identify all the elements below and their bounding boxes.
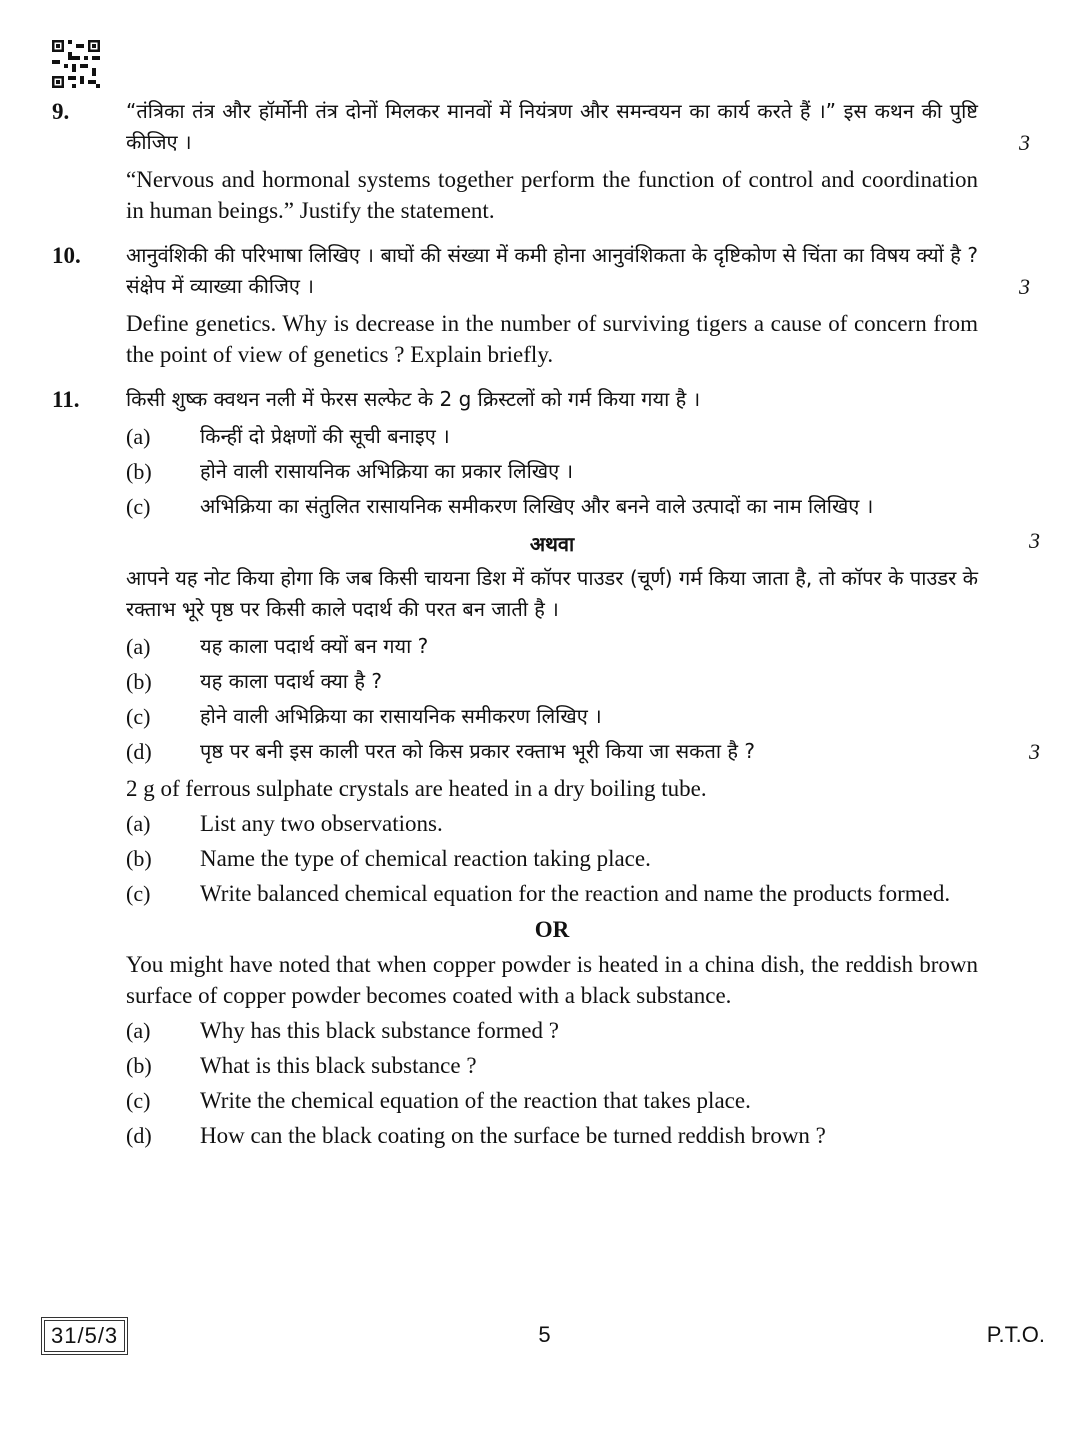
sub-question-label: (c) [126, 1088, 151, 1113]
sub-question-text: What is this black substance ? [200, 1053, 477, 1078]
sub-question [126, 666, 978, 697]
question-hindi-intro: किसी शुष्क क्वथन नली में फेरस सल्फेट के 2 g क्रिस्टलों को गर्म किया गया है । [126, 387, 701, 411]
question-hindi-alt-intro: आपने यह नोट किया होगा कि जब किसी चायना डिश में कॉपर पाउडर (चूर्ण) गर्म किया जाता है, तो कॉपर के पाउडर के रक्ताभ भूरे पृष्ठ पर किसी काले पदार्थ की परत बन जाती है । [126, 566, 978, 621]
sub-question [126, 1085, 978, 1116]
sub-question-text: यह काला पदार्थ क्यों बन गया ? [200, 634, 429, 658]
question-english-alt-intro: You might have noted that when copper powder is heated in a china dish, the reddish brown surface of copper powder becomes coated with a black substance. [126, 952, 978, 1008]
exam-page-content [52, 96, 1042, 1165]
sub-question-label: (b) [126, 846, 152, 871]
sub-question [126, 736, 1040, 767]
question-number: 10. [52, 243, 81, 268]
sub-question-label: (d) [126, 739, 152, 764]
sub-question-text: पृष्ठ पर बनी इस काली परत को किस प्रकार रक्ताभ भूरी किया जा सकता है ? [200, 739, 755, 763]
question-english-text: Define genetics. Why is decrease in the number of surviving tigers a cause of concern from the point of view of genetics ? Explain briefly. [126, 311, 978, 367]
sub-question [126, 421, 978, 452]
marks-label: 3 [1019, 274, 1030, 299]
sub-question-text: Why has this black substance formed ? [200, 1018, 559, 1043]
sub-question-label: (a) [126, 1018, 151, 1043]
sub-question-label: (a) [126, 424, 151, 449]
sub-question-label: (c) [126, 704, 151, 729]
sub-question [126, 701, 978, 732]
sub-question-label: (c) [126, 494, 151, 519]
question-english-intro: 2 g of ferrous sulphate crystals are heated in a dry boiling tube. [126, 776, 707, 801]
qr-code-icon [52, 40, 100, 88]
sub-question-text: List any two observations. [200, 811, 443, 836]
sub-question-label: (a) [126, 811, 151, 836]
question-hindi-text: “तंत्रिका तंत्र और हॉर्मोनी तंत्र दोनों मिलकर मानवों में नियंत्रण और समन्वयन का कार्य करते हैं ।” इस कथन की पुष्टि कीजिए । [126, 99, 978, 154]
question-9 [52, 96, 1042, 226]
question-english-text: “Nervous and hormonal systems together perform the function of control and coordination in human beings.” Justify the statement. [126, 167, 978, 223]
sub-question-text: Name the type of chemical reaction taking place. [200, 846, 651, 871]
sub-question-label: (d) [126, 1123, 152, 1148]
pto-label: P.T.O. [986, 1322, 1045, 1347]
sub-question [126, 631, 978, 662]
sub-question-text: होने वाली अभिक्रिया का रासायनिक समीकरण लिखिए । [200, 704, 602, 728]
sub-question-text: Write the chemical equation of the reaction that takes place. [200, 1088, 751, 1113]
sub-question-label: (b) [126, 459, 152, 484]
sub-question-text: How can the black coating on the surface be turned reddish brown ? [200, 1123, 826, 1148]
page-footer [44, 1320, 1045, 1360]
or-separator-hindi: अथवा [529, 532, 575, 556]
sub-question-text: अभिक्रिया का संतुलित रासायनिक समीकरण लिखिए और बनने वाले उत्पादों का नाम लिखिए । [200, 494, 874, 518]
sub-question [126, 456, 978, 487]
marks-label: 3 [1029, 739, 1040, 764]
sub-question [126, 808, 978, 839]
or-separator-english: OR [534, 917, 570, 942]
sub-question-text: Write balanced chemical equation for the reaction and name the products formed. [200, 881, 951, 906]
question-number: 11. [52, 387, 80, 412]
question-11 [52, 384, 1042, 1151]
sub-question [126, 878, 978, 909]
sub-question [126, 1015, 978, 1046]
paper-code: 31/5/3 [44, 1320, 125, 1352]
question-number: 9. [52, 99, 70, 124]
sub-question [126, 1050, 978, 1081]
marks-label: 3 [1019, 130, 1030, 155]
page-number: 5 [538, 1322, 551, 1347]
sub-question-label: (b) [126, 1053, 152, 1078]
question-10 [52, 240, 1042, 370]
sub-question [126, 1120, 978, 1151]
marks-label: 3 [1029, 528, 1040, 553]
sub-question-text: होने वाली रासायनिक अभिक्रिया का प्रकार लिखिए । [200, 459, 574, 483]
question-hindi-text: आनुवंशिकी की परिभाषा लिखिए । बाघों की संख्या में कमी होना आनुवंशिकता के दृष्टिकोण से चिंता का विषय क्यों है ? संक्षेप में व्याख्या कीजिए । [126, 243, 978, 298]
sub-question-text: यह काला पदार्थ क्या है ? [200, 669, 382, 693]
sub-question [126, 843, 978, 874]
sub-question-label: (b) [126, 669, 152, 694]
sub-question-text: किन्हीं दो प्रेक्षणों की सूची बनाइए । [200, 424, 450, 448]
sub-question-label: (a) [126, 634, 151, 659]
sub-question-label: (c) [126, 881, 151, 906]
